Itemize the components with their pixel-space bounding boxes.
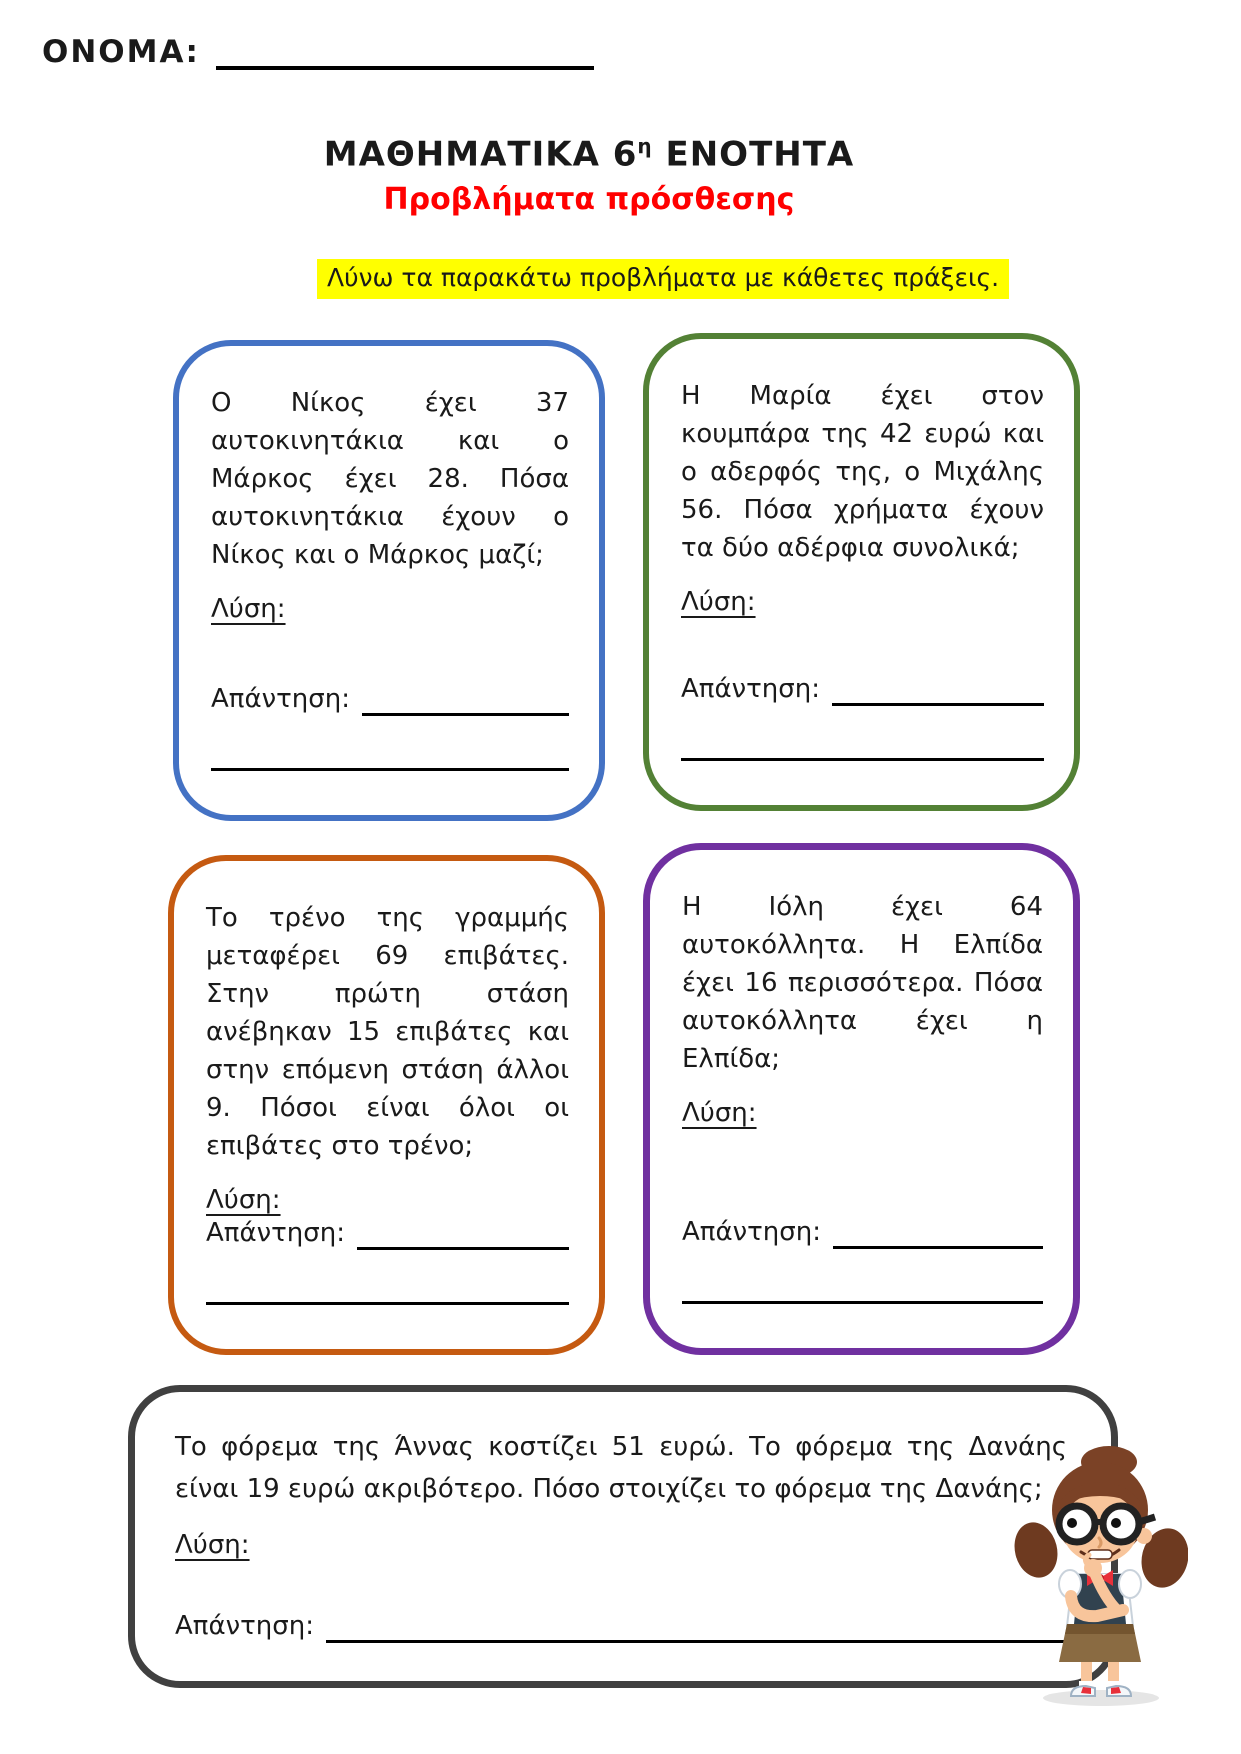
answer-blank-line — [326, 1610, 1067, 1643]
problem-box-4 — [643, 843, 1080, 1355]
answer-blank-line-2 — [682, 1249, 1043, 1304]
answer-label: Απάντηση: — [211, 684, 350, 714]
problem-text: Η Ιόλη έχει 64 αυτοκόλλητα. Η Ελπίδα έχει 16 περισσότερα. Πόσα αυτοκόλλητα έχει η Ελπίδα; — [682, 892, 1043, 1074]
solution-label: Λύση: — [681, 587, 756, 617]
name-label: ΟΝΟΜΑ: — [42, 34, 200, 70]
answer-blank-line-2 — [681, 706, 1044, 761]
problem-box-5 — [128, 1385, 1118, 1688]
answer-blank-line — [832, 673, 1044, 706]
solution-label: Λύση: — [211, 594, 286, 624]
worksheet-title — [0, 134, 1178, 174]
problem-text: Ο Νίκος έχει 37 αυτοκινητάκια και ο Μάρκος έχει 28. Πόσα αυτοκινητάκια έχουν ο Νίκος και ο Μάρκος μαζί; — [211, 388, 569, 570]
problem-box-2 — [643, 333, 1080, 811]
instruction-highlight: Λύνω τα παρακάτω προβλήματα με κάθετες πράξεις. — [317, 259, 1009, 299]
problem-box-1 — [173, 340, 605, 821]
heading — [0, 134, 1178, 217]
answer-row — [681, 672, 1044, 706]
answer-label: Απάντηση: — [175, 1611, 314, 1641]
answer-label: Απάντηση: — [682, 1217, 821, 1247]
title-suffix: ΕΝΟΤΗΤΑ — [652, 134, 855, 175]
thinking-girl-illustration — [1013, 1438, 1188, 1708]
answer-row — [211, 682, 569, 716]
answer-row — [682, 1215, 1043, 1249]
problem-text: Το τρένο της γραμμής μεταφέρει 69 επιβάτες. Στην πρώτη στάση ανέβηκαν 15 επιβάτες και στην επόμενη στάση άλλοι 9. Πόσοι είναι όλοι οι επιβάτες στο τρένο; — [206, 903, 569, 1161]
answer-row — [175, 1609, 1067, 1643]
name-row — [42, 32, 594, 70]
answer-blank-line — [833, 1216, 1043, 1249]
title-superscript: η — [637, 134, 653, 158]
solution-label: Λύση: — [206, 1185, 281, 1215]
answer-blank-line — [362, 683, 569, 716]
title-prefix: ΜΑΘΗΜΑΤΙΚΑ 6 — [323, 134, 638, 175]
answer-label: Απάντηση: — [681, 674, 820, 704]
solution-label: Λύση: — [175, 1530, 250, 1560]
answer-blank-line-2 — [211, 716, 569, 771]
answer-blank-line-2 — [206, 1250, 569, 1305]
worksheet-subtitle: Προβλήματα πρόσθεσης — [383, 182, 795, 218]
answer-label: Απάντηση: — [206, 1218, 345, 1248]
answer-row — [206, 1216, 569, 1250]
problem-text: Το φόρεμα της Άννας κοστίζει 51 ευρώ. Το φόρεμα της Δανάης είναι 19 ευρώ ακριβότερο. Πόσο στοιχίζει το φόρεμα της Δανάης; — [175, 1432, 1067, 1504]
problem-text: Η Μαρία έχει στον κουμπάρα της 42 ευρώ και ο αδερφός της, ο Μιχάλης 56. Πόσα χρήματα έχουν τα δύο αδέρφια συνολικά; — [681, 381, 1044, 563]
solution-label: Λύση: — [682, 1098, 757, 1128]
problem-box-3 — [168, 855, 605, 1355]
answer-blank-line — [357, 1217, 569, 1250]
name-blank-line — [216, 32, 594, 70]
